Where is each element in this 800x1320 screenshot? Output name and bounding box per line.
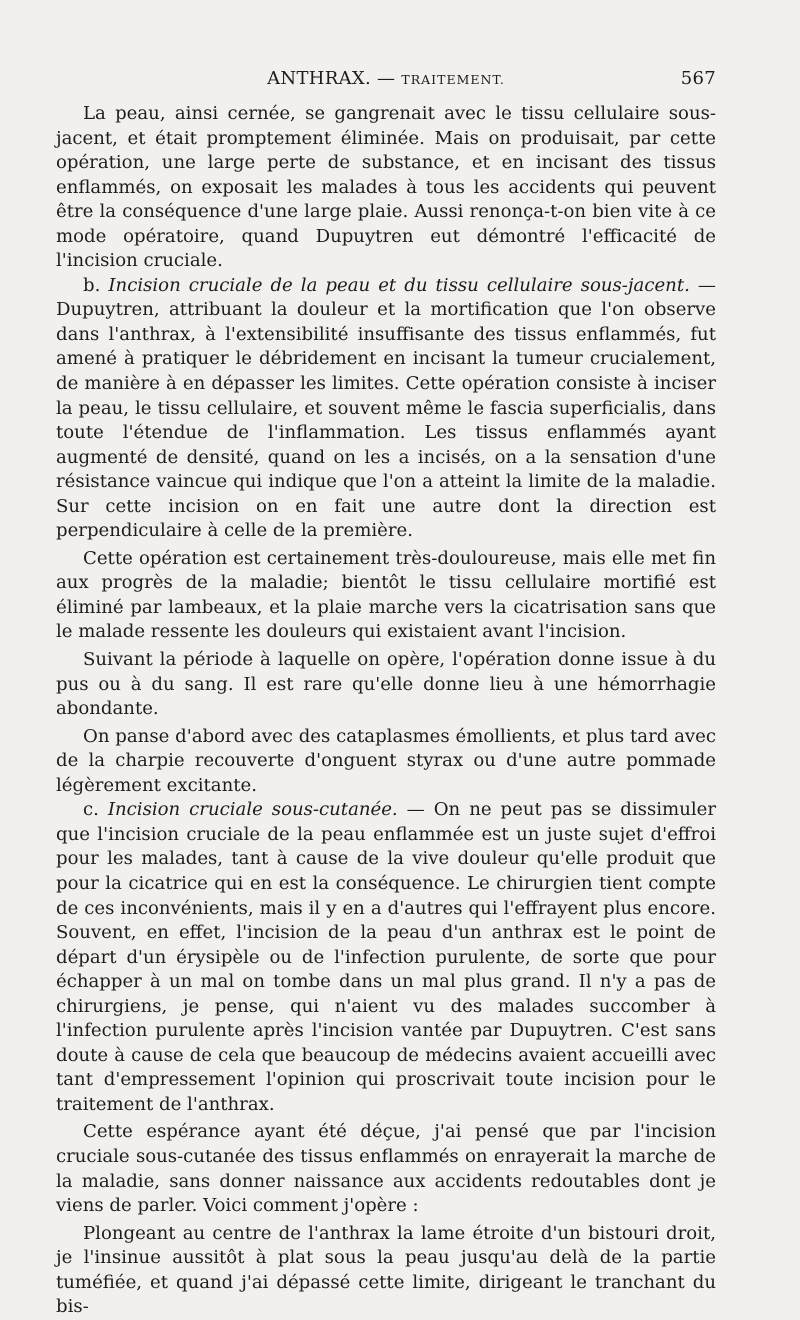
paragraph: Cette espérance ayant été déçue, j'ai pensé que par l'incision cruciale sous-cutanée des tissus enflammés on enrayerait la marche de la maladie, sans donner naissance aux accidents redoutables dont je viens de parler. Voici comment j'opère :: [56, 1121, 716, 1217]
paragraph: On panse d'abord avec des cataplasmes émollients, et plus tard avec de la charpie recouverte d'onguent styrax ou d'une autre pommade légèrement excitante.: [56, 725, 716, 796]
paragraph: Plongeant au centre de l'anthrax la lame étroite d'un bistouri droit, je l'insinue aussitôt à plat sous la peau jusqu'au delà de la partie tuméfiée, et quand j'ai dépassé cette limite, dirigeant le tranchant du bis-: [56, 1222, 716, 1318]
paragraph: La peau, ainsi cernée, se gangrenait avec le tissu cellulaire sous-jacent, et était promptement éliminée. Mais on produisait, par cette opération, une large perte de substance, et en incisant des tissus enflammés, on exposait les malades à tous les accidents qui peuvent être la conséquence d'une large plaie. Aussi renonça-t-on bien vite à ce mode opératoire, quand Dupuytren eut démontré l'efficacité de l'incision cruciale.: [56, 103, 716, 272]
running-title-section: TRAITEMENT.: [401, 72, 505, 87]
page-number: 567: [680, 68, 716, 89]
paragraph: Cette opération est certainement très-douloureuse, mais elle met fin aux progrès de la maladie; bientôt le tissu cellulaire mortifié est éliminé par lambeaux, et la plaie marche vers la cicatrisation sans que le malade ressente les douleurs qui existaient avant l'incision.: [56, 547, 716, 643]
paragraph-incision-cruciale: b. Incision cruciale de la peau et du tissu cellulaire sous-jacent. — Dupuytren, attribuant la douleur et la mortification que l'on observe dans l'anthrax, à l'extensibilité insuffisante des tissus enflammés, fut amené à pratiquer le débridement en incisant la tumeur crucialement, de manière à en dépasser les limites. Cette opération consiste à inciser la peau, le tissu cellulaire, et souvent même le fascia superficialis, dans toute l'étendue de l'inflammation. Les tissus enflammés ayant augmenté de densité, quand on les a incisés, on a la sensation d'une résistance vaincue qui indique que l'on a atteint la limite de la maladie. Sur cette incision on en fait une autre dont la direction est perpendiculaire à celle de la première.: [56, 274, 716, 542]
body-text: [56, 102, 716, 1320]
paragraph-incision-sous-cutanee: c. Incision cruciale sous-cutanée. — On ne peut pas se dissimuler que l'incision cruciale de la peau enflammée est un juste sujet d'effroi pour les malades, tant à cause de la vive douleur qu'elle produit que pour la cicatrice qui en est la conséquence. Le chirurgien tient compte de ces inconvénients, mais il y en a d'autres qui l'effrayent plus encore. Souvent, en effet, l'incision de la peau d'un anthrax est le point de départ d'un érysipèle ou de l'infection purulente, de sorte que pour échapper à un mal on tombe dans un mal plus grand. Il n'y a pas de chirurgiens, je pense, qui n'aient vu des malades succomber à l'infection purulente après l'incision vantée par Dupuytren. C'est sans doute à cause de cela que beaucoup de médecins avaient accueilli avec tant d'empressement l'opinion qui proscrivait toute incision pour le traitement de l'anthrax.: [56, 799, 716, 1115]
paragraph: Suivant la période à laquelle on opère, l'opération donne issue à du pus ou à du sang. Il est rare qu'elle donne lieu à une hémorrhagie abondante.: [56, 649, 716, 720]
running-title-main: ANTHRAX. —: [267, 68, 402, 89]
running-head: [56, 68, 716, 102]
section-heading: Incision cruciale sous-cutanée.: [107, 799, 398, 821]
section-heading: Incision cruciale de la peau et du tissu cellulaire sous-jacent.: [108, 274, 690, 296]
running-title: [56, 68, 716, 89]
book-page: [56, 68, 716, 1320]
